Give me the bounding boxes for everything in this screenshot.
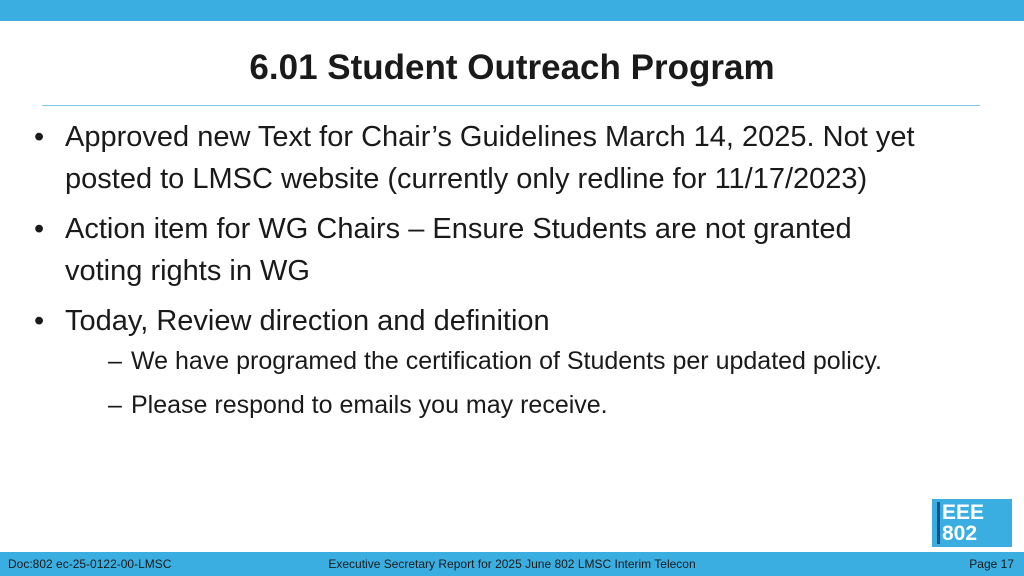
logo-bar-icon bbox=[937, 502, 940, 544]
bullet-text: Today, Review direction and definition bbox=[65, 305, 550, 337]
logo-line-2: 802 bbox=[942, 522, 978, 545]
slide-title: 6.01 Student Outreach Program bbox=[249, 48, 775, 87]
sub-bullet-dash: – bbox=[108, 347, 122, 375]
top-accent-bar bbox=[0, 0, 1024, 21]
bullet-item bbox=[34, 116, 934, 200]
sub-bullet-item bbox=[108, 388, 928, 422]
sub-bullet-list bbox=[65, 344, 934, 422]
sub-bullet-dash: – bbox=[108, 391, 122, 419]
bullet-dot: • bbox=[34, 121, 45, 153]
bullet-dot: • bbox=[34, 305, 45, 337]
footer-page-number: Page 17 bbox=[969, 557, 1014, 571]
footer-doc-id: Doc:802 ec-25-0122-00-LMSC bbox=[8, 557, 172, 571]
footer-bar bbox=[0, 552, 1024, 576]
bullet-text: Approved new Text for Chair’s Guidelines March 14, 2025. Not yet posted to LMSC website (currently only redline for 11/17/2023) bbox=[65, 121, 915, 195]
footer-report-title: Executive Secretary Report for 2025 June 802 LMSC Interim Telecon bbox=[328, 557, 696, 571]
bullet-item bbox=[34, 300, 934, 422]
sub-bullet-item bbox=[108, 344, 928, 378]
bullet-item bbox=[34, 208, 934, 292]
ieee-802-logo bbox=[932, 499, 1012, 547]
bullet-text: Action item for WG Chairs – Ensure Students are not granted voting rights in WG bbox=[65, 213, 852, 287]
sub-bullet-text: We have programed the certification of Students per updated policy. bbox=[131, 347, 882, 375]
bullet-list bbox=[34, 116, 934, 432]
logo-line-1: EEE bbox=[942, 501, 985, 524]
title-divider bbox=[42, 105, 980, 106]
sub-bullet-text: Please respond to emails you may receive. bbox=[131, 391, 608, 419]
bullet-dot: • bbox=[34, 213, 45, 245]
